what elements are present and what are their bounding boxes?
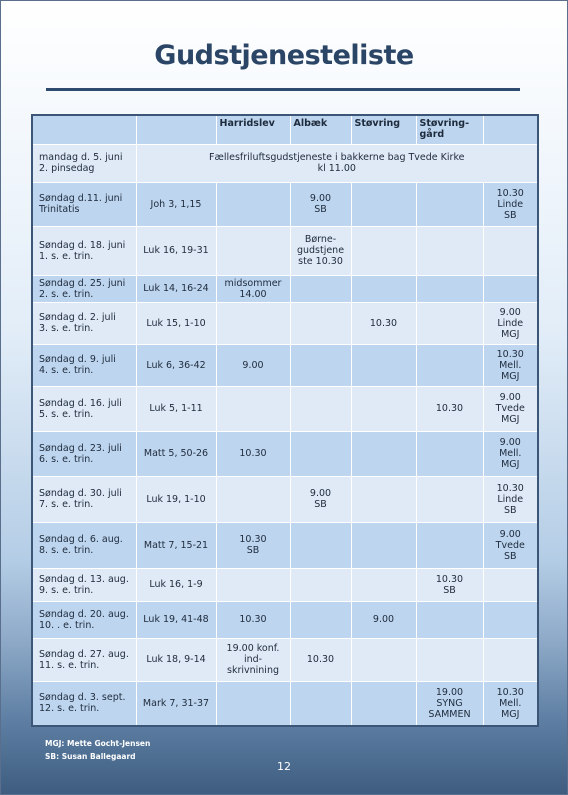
- date-cell: Søndag d. 3. sept. 12. s. e. trin.: [32, 681, 136, 726]
- table-row: [32, 681, 538, 726]
- date-cell: Søndag d. 27. aug. 11. s. e. trin.: [32, 638, 136, 681]
- cell-stovringgaard: [416, 638, 483, 681]
- header-harridslev: Harridslev: [216, 115, 290, 144]
- cell-harridslev: midsommer 14.00: [216, 275, 290, 302]
- cell-other: 9.00 Tvede SB: [483, 522, 538, 568]
- date-cell: Søndag d. 30. juli 7. s. e. trin.: [32, 476, 136, 522]
- table-row: [32, 344, 538, 386]
- footnote-sb: SB: Susan Ballegaard: [45, 752, 136, 761]
- cell-harridslev: 10.30: [216, 431, 290, 476]
- cell-stovring: [351, 568, 416, 601]
- cell-albaek: Børne- gudstjene ste 10.30: [290, 226, 351, 275]
- header-cell: [32, 115, 136, 144]
- header-cell: [136, 115, 216, 144]
- cell-harridslev: [216, 226, 290, 275]
- cell-stovring: 9.00: [351, 601, 416, 638]
- date-cell: mandag d. 5. juni 2. pinsedag: [32, 144, 136, 182]
- cell-stovringgaard: [416, 601, 483, 638]
- cell-other: 9.00 Linde MGJ: [483, 302, 538, 344]
- table-row: [32, 386, 538, 431]
- cell-stovring: [351, 275, 416, 302]
- table-row: [32, 568, 538, 601]
- cell-albaek: [290, 302, 351, 344]
- date-cell: Søndag d. 2. juli 3. s. e. trin.: [32, 302, 136, 344]
- table-row: [32, 144, 538, 182]
- cell-other: 10.30 Mell. MGJ: [483, 681, 538, 726]
- header-stovringgaard: Støvring- gård: [416, 115, 483, 144]
- header-stovring: Støvring: [351, 115, 416, 144]
- table-row: [32, 522, 538, 568]
- table-row: [32, 302, 538, 344]
- cell-albaek: [290, 386, 351, 431]
- text-cell: Luk 16, 1-9: [136, 568, 216, 601]
- cell-harridslev: [216, 302, 290, 344]
- table-row: [32, 226, 538, 275]
- cell-other: [483, 568, 538, 601]
- footnote-mgj: MGJ: Mette Gocht-Jensen: [45, 739, 151, 748]
- table-row: [32, 182, 538, 226]
- cell-other: [483, 275, 538, 302]
- cell-harridslev: 9.00: [216, 344, 290, 386]
- date-cell: Søndag d. 25. juni 2. s. e. trin.: [32, 275, 136, 302]
- cell-stovringgaard: [416, 431, 483, 476]
- cell-stovring: [351, 182, 416, 226]
- date-cell: Søndag d. 9. juli 4. s. e. trin.: [32, 344, 136, 386]
- date-cell: Søndag d.11. juni Trinitatis: [32, 182, 136, 226]
- cell-stovringgaard: [416, 522, 483, 568]
- cell-albaek: 9.00 SB: [290, 182, 351, 226]
- cell-other: 9.00 Mell. MGJ: [483, 431, 538, 476]
- text-cell: Luk 19, 1-10: [136, 476, 216, 522]
- cell-harridslev: [216, 568, 290, 601]
- cell-harridslev: [216, 386, 290, 431]
- date-cell: Søndag d. 23. juli 6. s. e. trin.: [32, 431, 136, 476]
- cell-stovringgaard: [416, 275, 483, 302]
- header-row: [32, 115, 538, 144]
- date-cell: Søndag d. 18. juni 1. s. e. trin.: [32, 226, 136, 275]
- header-cell: [483, 115, 538, 144]
- cell-stovringgaard: [416, 344, 483, 386]
- text-cell: Luk 19, 41-48: [136, 601, 216, 638]
- header-albaek: Albæk: [290, 115, 351, 144]
- cell-albaek: [290, 681, 351, 726]
- date-cell: Søndag d. 20. aug. 10. . e. trin.: [32, 601, 136, 638]
- cell-harridslev: [216, 182, 290, 226]
- cell-albaek: 10.30: [290, 638, 351, 681]
- cell-stovring: [351, 431, 416, 476]
- page-number: 12: [277, 760, 291, 773]
- cell-albaek: [290, 601, 351, 638]
- cell-albaek: [290, 568, 351, 601]
- table-row: [32, 431, 538, 476]
- cell-stovring: 10.30: [351, 302, 416, 344]
- title-rule: [46, 88, 520, 91]
- page-title: Gudstjenesteliste: [154, 40, 414, 71]
- text-cell: Luk 15, 1-10: [136, 302, 216, 344]
- cell-harridslev: 10.30: [216, 601, 290, 638]
- cell-other: 9.00 Tvede MGJ: [483, 386, 538, 431]
- cell-stovringgaard: [416, 476, 483, 522]
- cell-albaek: [290, 344, 351, 386]
- cell-stovring: [351, 226, 416, 275]
- cell-other: 10.30 Linde SB: [483, 476, 538, 522]
- cell-stovringgaard: [416, 302, 483, 344]
- cell-stovringgaard: 10.30 SB: [416, 568, 483, 601]
- cell-albaek: [290, 275, 351, 302]
- cell-stovring: [351, 386, 416, 431]
- text-cell: Joh 3, 1,15: [136, 182, 216, 226]
- cell-other: 10.30 Mell. MGJ: [483, 344, 538, 386]
- cell-stovringgaard: [416, 182, 483, 226]
- cell-other: [483, 638, 538, 681]
- cell-stovring: [351, 522, 416, 568]
- cell-stovring: [351, 344, 416, 386]
- cell-other: [483, 601, 538, 638]
- cell-stovring: [351, 681, 416, 726]
- cell-stovringgaard: [416, 226, 483, 275]
- cell-other: 10.30 Linde SB: [483, 182, 538, 226]
- table-row: [32, 275, 538, 302]
- cell-stovring: [351, 476, 416, 522]
- cell-albaek: [290, 431, 351, 476]
- merged-service-cell: Fællesfriluftsgudstjeneste i bakkerne bag Tvede Kirke kl 11.00: [136, 144, 538, 182]
- text-cell: Mark 7, 31-37: [136, 681, 216, 726]
- date-cell: Søndag d. 13. aug. 9. s. e. trin.: [32, 568, 136, 601]
- cell-other: [483, 226, 538, 275]
- cell-stovringgaard: 10.30: [416, 386, 483, 431]
- cell-albaek: [290, 522, 351, 568]
- text-cell: Luk 6, 36-42: [136, 344, 216, 386]
- cell-harridslev: 19.00 konf. ind- skrivnining: [216, 638, 290, 681]
- date-cell: Søndag d. 6. aug. 8. s. e. trin.: [32, 522, 136, 568]
- cell-stovringgaard: 19.00 SYNG SAMMEN: [416, 681, 483, 726]
- cell-albaek: 9.00 SB: [290, 476, 351, 522]
- text-cell: Matt 7, 15-21: [136, 522, 216, 568]
- text-cell: Matt 5, 50-26: [136, 431, 216, 476]
- cell-harridslev: 10.30 SB: [216, 522, 290, 568]
- table-row: [32, 601, 538, 638]
- cell-harridslev: [216, 476, 290, 522]
- service-table: [31, 114, 539, 727]
- date-cell: Søndag d. 16. juli 5. s. e. trin.: [32, 386, 136, 431]
- cell-harridslev: [216, 681, 290, 726]
- text-cell: Luk 18, 9-14: [136, 638, 216, 681]
- table-row: [32, 638, 538, 681]
- table-row: [32, 476, 538, 522]
- text-cell: Luk 5, 1-11: [136, 386, 216, 431]
- cell-stovring: [351, 638, 416, 681]
- text-cell: Luk 14, 16-24: [136, 275, 216, 302]
- text-cell: Luk 16, 19-31: [136, 226, 216, 275]
